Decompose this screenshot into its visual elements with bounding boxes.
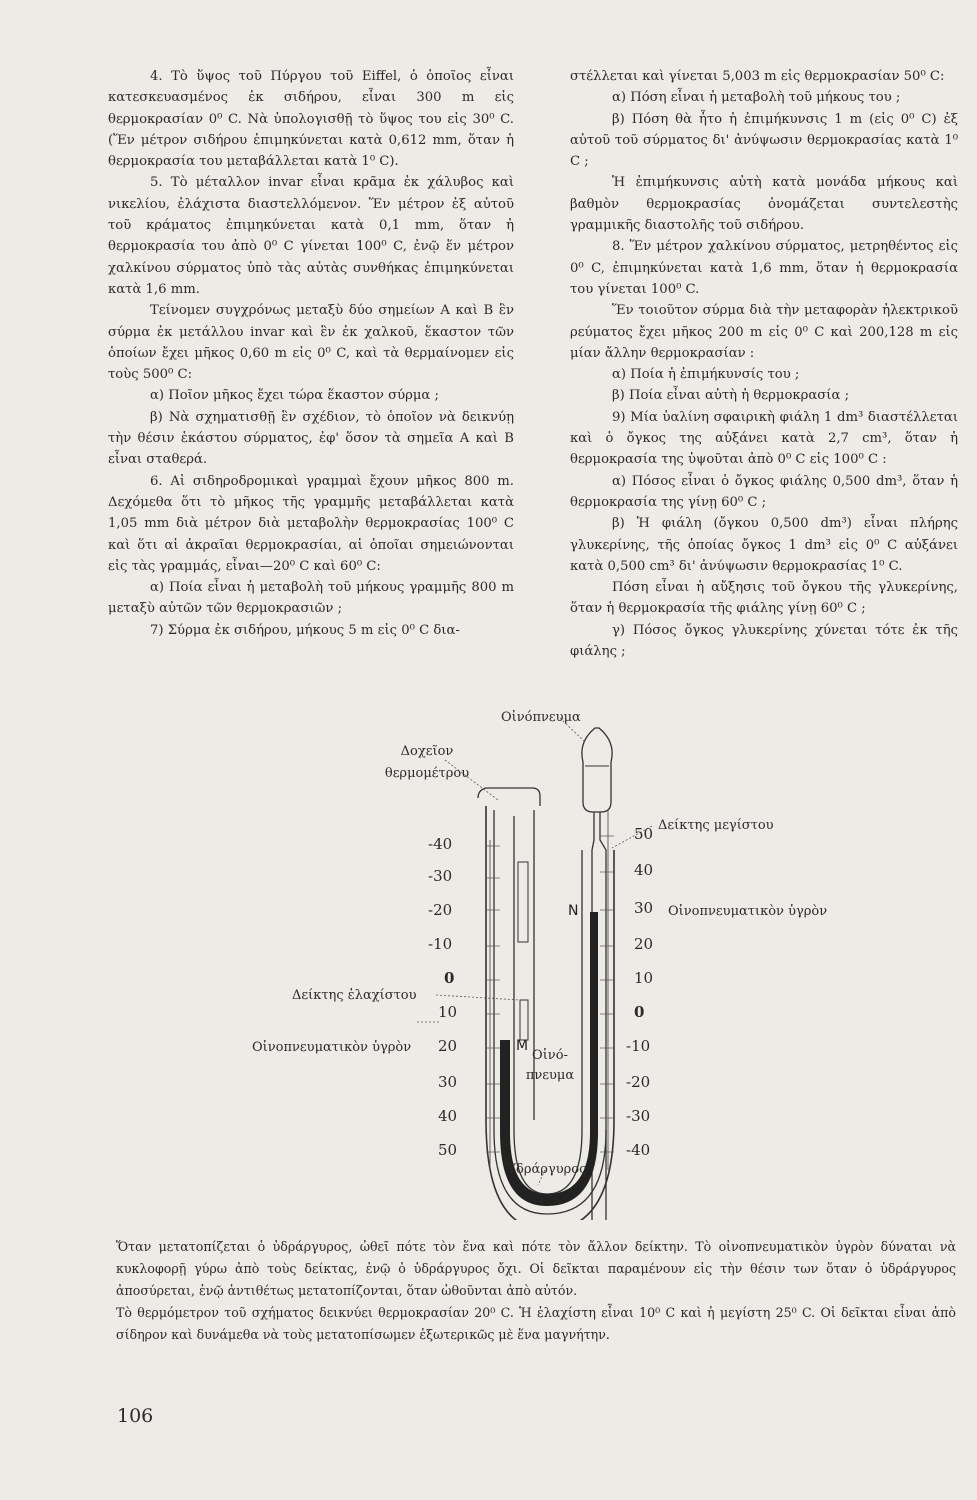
left-scale-tick: -10 [428,935,453,953]
thermometer-drawing [0,700,977,1220]
exercise-9b: β) Ἡ φιάλη (ὄγκου 0,500 dm³) εἶναι πλήρης γλυκερίνης, τῆς ὁποίας ὄγκος 1 dm³ εἰς 0⁰ C αὐξάνει κατὰ 0,500 cm³ δι' ἀνύψωσιν θερμοκρασίας 1⁰ C. [570,516,958,574]
right-scale-tick: -30 [626,1107,651,1125]
label-mercury: Ὑδράργυρος [505,1162,587,1177]
exercise-6: 6. Αἱ σιδηροδρομικαὶ γραμμαὶ ἔχουν μῆκος 800 m. Δεχόμεθα ὅτι τὸ μῆκος τῆς γραμμῆς μεταβάλλεται κατὰ 1,05 mm διὰ μέτρον διὰ μεταβολὴν θερμοκρασίας 100⁰ C καὶ ὅτι αἱ ἀκραῖαι θερμοκρασίαι, αἱ ὁποῖαι σημειώνονται εἰς τὰς γραμμάς, εἶναι—20⁰ C καὶ 60⁰ C: [108,473,514,574]
exercise-8a: α) Ποία ἡ ἐπιμήκυνσίς του ; [612,367,800,383]
figure-caption [116,1236,956,1346]
six-thermometer-figure [0,700,977,1220]
right-scale-tick: 20 [634,935,654,953]
exercise-6a: α) Ποία εἶναι ἡ μεταβολὴ τοῦ μήκους γραμμῆς 800 m μεταξὺ αὐτῶν τῶν θερμοκρασιῶν ; [108,580,514,617]
right-column [570,66,958,662]
exercise-9a: α) Πόσος εἶναι ὁ ὄγκος φιάλης 0,500 dm³, ὅταν ἡ θερμοκρασία της γίνῃ 60⁰ C ; [570,473,958,510]
label-container-line2: θερμομέτρου [384,766,470,781]
left-scale-tick: 30 [438,1073,458,1091]
label-container-line1: Δοχεῖον [400,744,454,759]
exercise-8b: β) Ποία εἶναι αὐτὴ ἡ θερμοκρασία ; [612,388,850,404]
left-scale-tick: 40 [438,1107,458,1125]
exercise-4: 4. Τὸ ὕψος τοῦ Πύργου τοῦ Eiffel, ὁ ὁποῖος εἶναι κατεσκευασμένος ἐκ σιδήρου, εἶναι 300 m εἰς θερμοκρασίαν 0⁰ C. Νὰ ὑπολογισθῇ τὸ ὕψος του εἰς 30⁰ C. (Ἕν μέτρον σιδήρου ἐπιμηκύνεται κατὰ 0,612 mm, ὅταν ἡ θερμοκρασία του μεταβάλλεται κατὰ 1⁰ C). [108,69,514,170]
caption-line2: Τὸ θερμόμετρον τοῦ σχήματος δεικνύει θερμοκρασίαν 20⁰ C. Ἡ ἐλαχίστη εἶναι 10⁰ C καὶ ἡ μεγίστη 25⁰ C. Οἱ δεῖκται εἶναι ἀπὸ σίδηρον καὶ δυνάμεθα νὰ τοὺς μετατοπίσωμεν ἐξωτερικῶς μὲ ἕνα μαγνήτην. [116,1305,956,1342]
page-number: 106 [117,1405,154,1427]
left-scale-tick: 20 [438,1037,458,1055]
exercise-9c: γ) Πόσος ὄγκος γλυκερίνης χύνεται τότε ἐκ τῆς φιάλης ; [570,622,958,660]
left-scale-tick: 50 [438,1141,458,1159]
exercise-8-wire: Ἕν τοιοῦτον σύρμα διὰ τὴν μεταφορὰν ἠλεκτρικοῦ ρεύματος ἔχει μῆκος 200 m εἰς 0⁰ C καὶ 200,128 m εἰς μίαν ἄλλην θερμοκρασίαν : [570,303,958,361]
left-scale-tick: 10 [438,1003,458,1021]
letter-N [568,903,578,919]
exercise-7a: α) Πόση εἶναι ἡ μεταβολὴ τοῦ μήκους του ; [612,90,901,106]
right-scale-tick: 30 [634,899,654,917]
exercise-7-cont: στέλλεται καὶ γίνεται 5,003 m εἰς θερμοκρασίαν 50⁰ C: [570,69,945,84]
coefficient-definition: Ἡ ἐπιμήκυνσις αὐτὴ κατὰ μονάδα μήκους καὶ βαθμὸν θερμοκρασίας ὀνομάζεται συντελεστὴς γραμμικῆς διαστολῆς τοῦ σιδήρου. [570,175,958,234]
exercise-9: 9) Μία ὑαλίνη σφαιρικὴ φιάλη 1 dm³ διαστέλλεται καὶ ὁ ὄγκος της αὐξάνει κατὰ 2,7 cm³, ὅταν ἡ θερμοκρασία της ὑψοῦται ἀπὸ 0⁰ C εἰς 100⁰ C : [570,409,958,468]
exercise-5b: β) Νὰ σχηματισθῇ ἓν σχέδιον, τὸ ὁποῖον νὰ δεικνύῃ τὴν θέσιν ἑκάστου σύρματος, ἐφ' ὅσον τὰ σημεῖα Α καὶ Β εἶναι σταθερά. [108,409,514,468]
svg-text:M: M [516,1038,529,1054]
exercise-8: 8. Ἕν μέτρον χαλκίνου σύρματος, μετρηθέντος εἰς 0⁰ C, ἐπιμηκύνεται κατὰ 1,6 mm, ὅταν ἡ θερμοκρασία του γίνεται 100⁰ C. [570,239,958,297]
right-scale-tick: 0 [634,1003,645,1021]
svg-text:N: N [568,903,579,919]
caption-line1: Ὅταν μετατοπίζεται ὁ ὑδράργυρος, ὠθεῖ πότε τὸν ἕνα καὶ πότε τὸν ἄλλον δείκτην. Τὸ οἰνοπνευματικὸν ὑγρὸν δύναται νὰ κυκλοφορῇ γύρω ἀπὸ τοὺς δείκτας, ἐνῷ ὁ ὑδράργυρος ὄχι. Οἱ δεῖκται παραμένουν εἰς τὴν θέσιν των ὅταν ὁ ὑδράργυρος ἀποσύρεται, ἐνῷ ἀντιθέτως μετατοπίζονται, ὅταν ὠθοῦνται ἀπὸ αὐτόν. [116,1239,956,1298]
label-alcohol-inner2: πνευμα [525,1068,575,1083]
right-scale-tick: 50 [634,825,654,843]
left-scale-tick: 0 [444,969,455,987]
right-scale-tick: -10 [626,1037,651,1055]
label-alcohol-top: Οἰνόπνευμα [501,710,581,725]
exercise-9b-question: Πόση εἶναι ἡ αὔξησις τοῦ ὄγκου τῆς γλυκερίνης, ὅταν ἡ θερμοκρασία τῆς φιάλης γίνῃ 60⁰ C ; [570,580,958,617]
left-scale-tick: -30 [428,867,453,885]
exercise-7-start: 7) Σύρμα ἐκ σιδήρου, μήκους 5 m εἰς 0⁰ C δια- [150,622,460,638]
right-scale-tick: 40 [634,861,654,879]
label-alcohol-liquid-right: Οἰνοπνευματικὸν ὑγρὸν [668,904,828,919]
right-scale-tick: -20 [626,1073,651,1091]
exercise-5-setup: Τείνομεν συγχρόνως μεταξὺ δύο σημείων Α καὶ Β ἓν σύρμα ἐκ μετάλλου invar καὶ ἓν ἐκ χαλκοῦ, ἕκαστον τῶν ὁποίων ἔχει μῆκος 0,60 m εἰς 0⁰ C, καὶ τὰ θερμαίνομεν εἰς τοὺς 500⁰ C: [108,303,514,383]
label-alcohol-inner1: Οἰνό- [532,1048,568,1063]
label-alcohol-liquid-left: Οἰνοπνευματικὸν ὑγρὸν [252,1040,412,1055]
right-scale-tick: 10 [634,969,654,987]
exercise-5: 5. Τὸ μέταλλον invar εἶναι κρᾶμα ἐκ χάλυβος καὶ νικελίου, ἐλάχιστα διαστελλόμενον. Ἕν μέτρον ἐξ αὐτοῦ τοῦ κράματος ἐπιμηκύνεται κατὰ 0,1 mm, ὅταν ἡ θερμοκρασία του ἀπὸ 0⁰ C γίνεται 100⁰ C, ἐνῷ ἕν μέτρον χαλκίνου σύρματος ὑπὸ τὰς αὐτὰς συνθήκας ἐπιμηκύνεται κατὰ 1,6 mm. [108,175,514,297]
right-scale-tick: -40 [626,1141,651,1159]
left-scale-tick: -40 [428,835,453,853]
exercise-5a: α) Ποῖον μῆκος ἔχει τώρα ἕκαστον σύρμα ; [150,388,439,404]
label-max-index: Δείκτης μεγίστου [658,818,774,833]
label-min-index: Δείκτης ἐλαχίστου [292,988,417,1003]
left-column [108,66,514,641]
exercise-7b: β) Πόση θὰ ἦτο ἡ ἐπιμήκυνσις 1 m (εἰς 0⁰ C) ἐξ αὐτοῦ τοῦ σύρματος δι' ἀνύψωσιν θερμοκρασίας κατὰ 1⁰ C ; [570,111,958,170]
left-scale-tick: -20 [428,901,453,919]
